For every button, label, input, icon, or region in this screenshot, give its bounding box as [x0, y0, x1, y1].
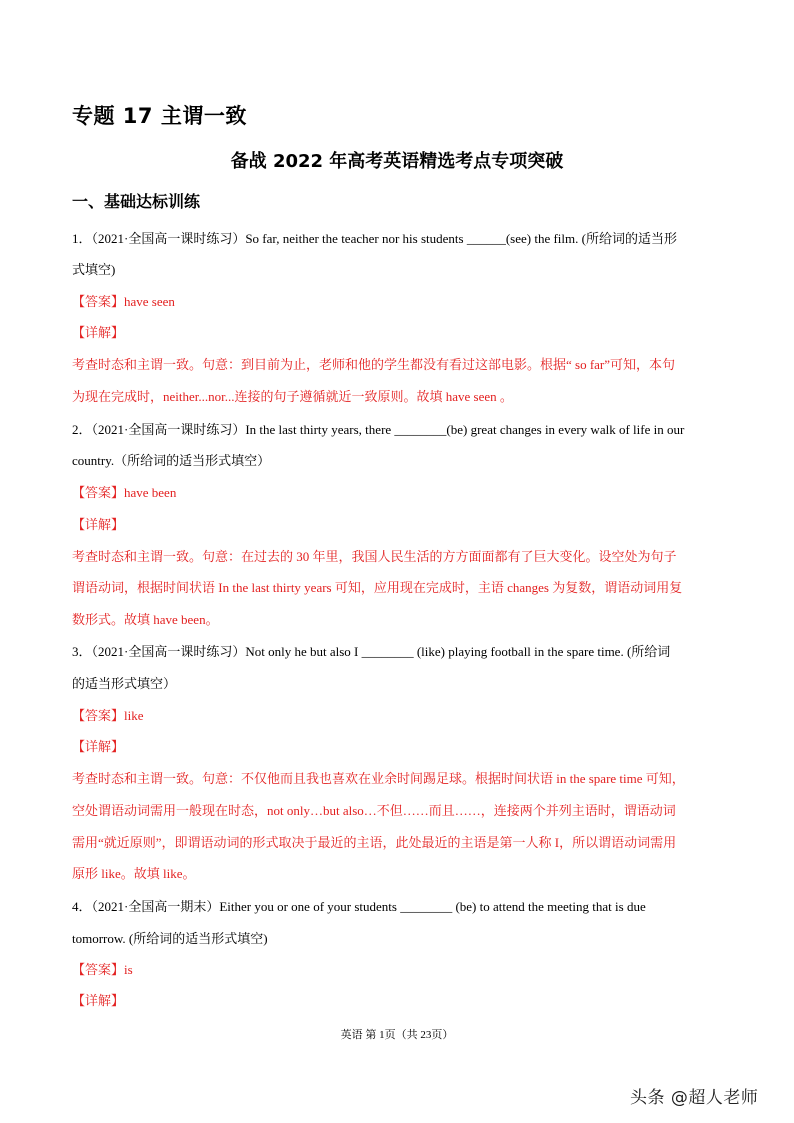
answer-line: 【答案】like: [72, 708, 144, 723]
watermark: 头条 @超人老师: [630, 1088, 759, 1108]
question-line: 4．（2021·全国高一期末）Either you or one of your students ________ (be) to attend the meeting that is due: [72, 899, 646, 914]
answer-line: 为现在完成时，neither...nor...连接的句子遵循就近一致原则。故填 have seen 。: [72, 389, 513, 404]
answer-line: 【详解】: [72, 517, 125, 532]
answer-line: 考查时态和主谓一致。句意：不仅他而且我也喜欢在业余时间踢足球。根据时间状语 in the spare time 可知，: [72, 771, 685, 786]
answer-line: 【详解】: [72, 325, 125, 340]
question-line: 3．（2021·全国高一课时练习）Not only he but also I ________ (like) playing football in the spare time. (所给词: [72, 644, 671, 659]
answer-line: 需用“就近原则”，即谓语动词的形式取决于最近的主语，此处最近的主语是第一人称 I，所以谓语动词需用: [72, 835, 677, 850]
page-footer: 英语 第 1页（共 23页）: [340, 1029, 454, 1041]
answer-line: 原形 like。故填 like。: [72, 866, 196, 881]
answer-line: 考查时态和主谓一致。句意：在过去的 30 年里，我国人民生活的方方面面都有了巨大变化。设空处为句子: [72, 549, 677, 564]
answer-line: 考查时态和主谓一致。句意：到目前为止，老师和他的学生都没有看过这部电影。根据“ so far”可知，本句: [72, 357, 676, 372]
answer-line: 空处谓语动词需用一般现在时态，not only…but also…不但……而且……，连接两个并列主语时，谓语动词: [72, 803, 676, 818]
doc-title: 专题 17 主谓一致: [72, 104, 247, 128]
question-line: 的适当形式填空）: [72, 676, 177, 691]
doc-subtitle: 备战 2022 年高考英语精选考点专项突破: [230, 151, 564, 172]
answer-line: 【答案】is: [72, 962, 133, 977]
answer-line: 谓语动词，根据时间状语 In the last thirty years 可知，应用现在完成时，主语 changes 为复数，谓语动词用复: [72, 580, 683, 595]
question-line: country.（所给词的适当形式填空）: [72, 453, 271, 468]
answer-line: 【答案】have been: [72, 485, 177, 500]
question-line: tomorrow. (所给词的适当形式填空): [72, 931, 268, 946]
section-heading: 一、基础达标训练: [72, 192, 201, 211]
question-line: 1．（2021·全国高一课时练习）So far, neither the teacher nor his students ______(see) the film. (所给词的适当形: [72, 231, 677, 246]
answer-line: 数形式。故填 have been。: [72, 612, 219, 627]
question-line: 式填空): [72, 262, 116, 277]
answer-line: 【答案】have seen: [72, 294, 175, 309]
answer-line: 【详解】: [72, 739, 125, 754]
question-line: 2．（2021·全国高一课时练习）In the last thirty years, there ________(be) great changes in every walk of life in our: [72, 422, 685, 437]
answer-line: 【详解】: [72, 993, 125, 1008]
